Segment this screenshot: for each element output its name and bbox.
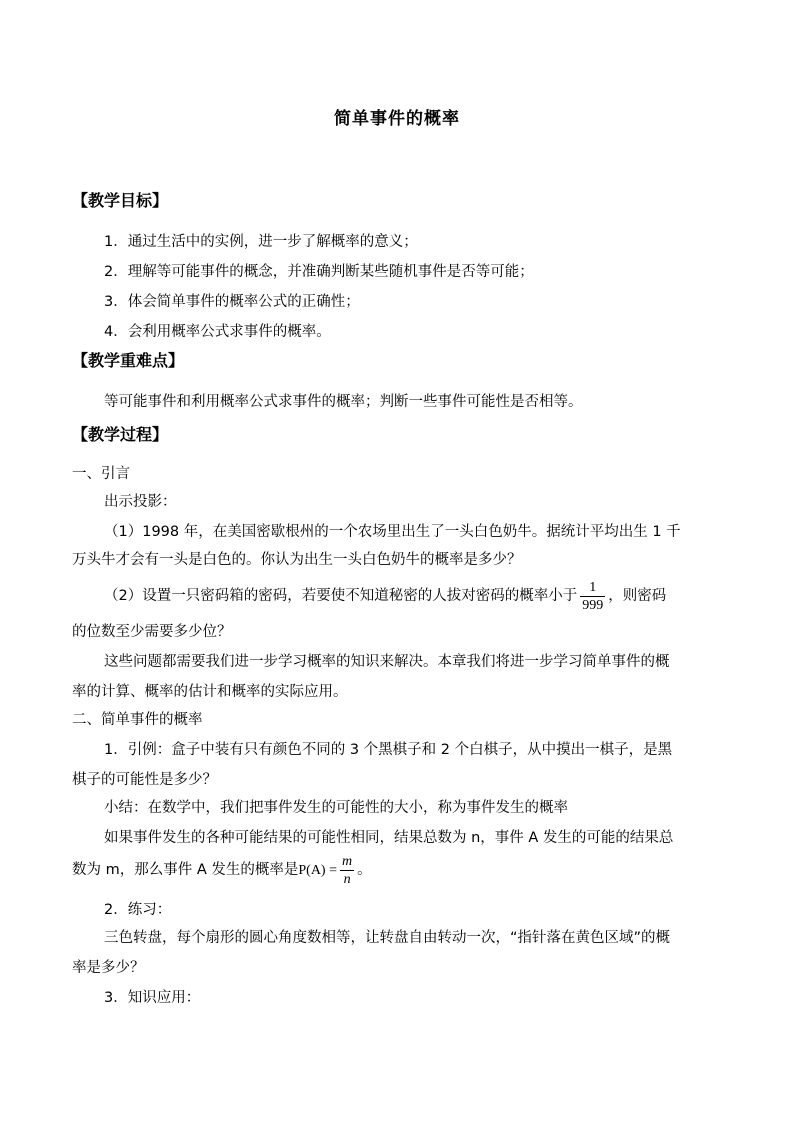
question-2-line-2: 的位数至少需要多少位？ <box>72 624 232 640</box>
question-2-text-after: ，则密码 <box>608 588 667 604</box>
question-2-text-before: （2）设置一只密码箱的密码，若要使不知道秘密的人拔对密码的概率小于 <box>104 588 578 604</box>
fraction-denominator: 999 <box>582 597 604 613</box>
goal-item-2: 2．理解等可能事件的概念，并准确判断某些随机事件是否等可能； <box>104 264 534 280</box>
intro-summary-line-2: 率的计算、概率的估计和概率的实际应用。 <box>72 684 348 700</box>
question-1-line-2: 万头牛才会有一头是白色的。你认为出生一头白色奶牛的概率是多少？ <box>72 552 522 568</box>
intro-heading: 一、引言 <box>72 466 130 482</box>
fraction-one-over-999 <box>580 580 605 613</box>
intro-summary-line-1: 这些问题都需要我们进一步学习概率的知识来解决。本章我们将进一步学习简单事件的概 <box>104 654 670 670</box>
process-heading: 【教学过程】 <box>72 425 169 444</box>
difficulty-text: 等可能事件和利用概率公式求事件的概率；判断一些事件可能性是否相等。 <box>104 394 583 410</box>
probability-fraction <box>340 854 354 887</box>
goal-item-3: 3．体会简单事件的概率公式的正确性； <box>104 294 360 310</box>
definition-line-1: 如果事件发生的各种可能结果的可能性相同，结果总数为 n，事件 A 发生的可能的结果总 <box>104 830 674 846</box>
example-1-line-1: 1．引例：盒子中装有只有颜色不同的 3 个黑棋子和 2 个白棋子，从中摸出一棋子，是黑 <box>104 742 673 758</box>
application-heading: 3．知识应用： <box>104 990 201 1006</box>
simple-heading: 二、简单事件的概率 <box>72 712 203 728</box>
fraction-numerator: 1 <box>580 580 605 597</box>
intro-projection: 出示投影： <box>104 494 177 510</box>
definition-text-after: 。 <box>357 862 372 878</box>
probability-numerator: m <box>342 853 353 869</box>
conclusion-text: 小结：在数学中，我们把事件发生的可能性的大小，称为事件发生的概率 <box>104 800 568 816</box>
question-1-line-1: （1）1998 年，在美国密歇根州的一个农场里出生了一头白色奶牛。据统计平均出生 1 千 <box>104 524 681 540</box>
definition-text-before: 数为 m，那么事件 A 发生的概率是 <box>72 862 299 878</box>
difficulty-heading: 【教学重难点】 <box>72 351 185 370</box>
example-1-line-2: 棋子的可能性是多少？ <box>72 772 217 788</box>
goal-item-4: 4．会利用概率公式求事件的概率。 <box>104 324 331 340</box>
practice-line-2: 率是多少？ <box>72 960 145 976</box>
goals-heading: 【教学目标】 <box>72 191 169 210</box>
probability-denominator: n <box>343 871 351 887</box>
question-2-line-1 <box>104 578 666 614</box>
practice-line-1: 三色转盘，每个扇形的圆心角度数相等，让转盘自由转动一次，“指针落在黄色区域”的概 <box>104 930 671 946</box>
definition-line-2 <box>72 852 372 889</box>
practice-heading: 2．练习： <box>104 902 172 918</box>
goal-item-1: 1．通过生活中的实例，进一步了解概率的意义； <box>104 234 418 250</box>
page-title: 简单事件的概率 <box>334 109 460 129</box>
probability-formula-lhs: P(A) = <box>298 863 337 878</box>
